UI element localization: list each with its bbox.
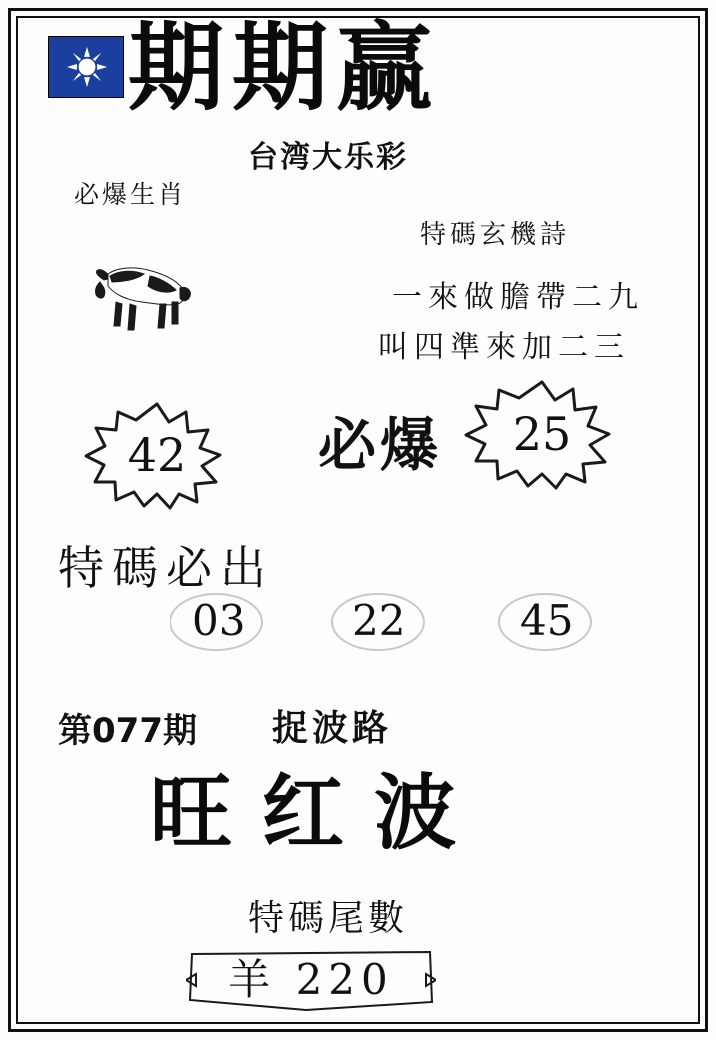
zodiac-section-label: 必爆生肖: [74, 180, 187, 209]
wave-section-label: 捉波路: [272, 707, 393, 749]
bibao-label: 必爆: [318, 411, 443, 479]
rays-sun-emblem-icon: [48, 36, 124, 98]
lucky-number: 22: [352, 596, 406, 645]
cow-illustration-icon: [86, 258, 196, 343]
issue-number: 第077期: [58, 711, 197, 751]
poem-line-2: 叫四準來加二三: [378, 330, 630, 365]
tail-number-label: 特碼尾數: [248, 898, 409, 939]
poem-title: 特碼玄機詩: [420, 220, 571, 250]
tail-number-value: 羊 220: [228, 955, 394, 1004]
lucky-number: 03: [192, 596, 246, 645]
starburst-left-value: 42: [127, 428, 187, 482]
wave-result: 旺红波: [150, 765, 487, 861]
lucky-number-row: [170, 596, 600, 656]
starburst-number-left: [82, 400, 232, 510]
poem-line-1: 一來做膽帶二九: [392, 280, 644, 315]
tema-must-out-label: 特碼必出: [58, 541, 274, 595]
poster-subtitle: 台湾大乐彩: [248, 140, 408, 175]
tail-number-box: [186, 940, 436, 1014]
lucky-number: 45: [520, 596, 574, 645]
page-title: 期期赢: [128, 11, 440, 124]
starburst-number-right: [462, 378, 622, 490]
starburst-right-value: 25: [512, 407, 572, 461]
